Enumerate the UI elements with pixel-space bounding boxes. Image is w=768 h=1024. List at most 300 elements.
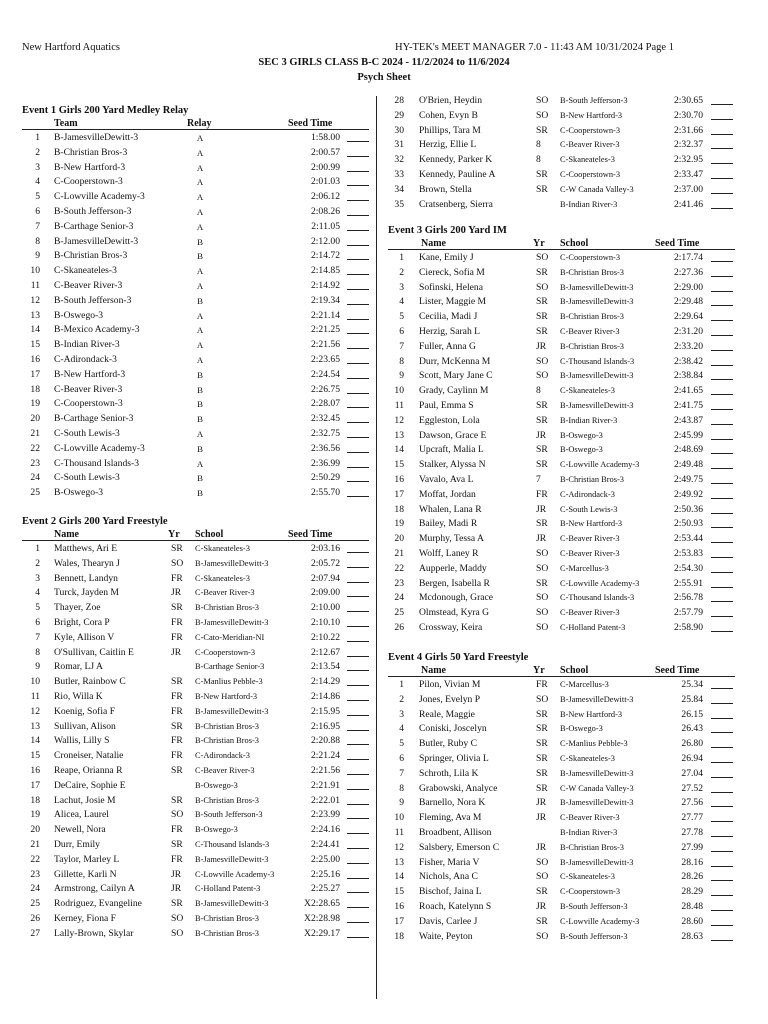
seed-rank: 22 <box>394 562 404 574</box>
seed-rank: 12 <box>30 705 40 717</box>
swimmer-year: JR <box>536 797 547 809</box>
swimmer-name: Jones, Evelyn P <box>419 693 481 705</box>
team-name: B-South Jefferson-3 <box>54 294 132 306</box>
seed-time: 2:29.48 <box>673 296 703 308</box>
school-name: C-Lowville Academy-3 <box>560 916 640 926</box>
event-4-section <box>388 651 735 944</box>
swimmer-year: SO <box>536 592 549 604</box>
swimmer-entry-row <box>388 782 735 797</box>
seed-rank: 11 <box>394 826 404 838</box>
swimmer-entry-row <box>388 856 735 871</box>
swimmer-name: Dawson, Grace E <box>419 429 487 441</box>
seed-rank: 9 <box>399 797 404 809</box>
team-name: C-Cooperstown-3 <box>54 176 123 188</box>
relay-letter: A <box>196 133 204 143</box>
relay-entry-row <box>22 368 369 383</box>
school-name: B-South Jefferson-3 <box>560 901 628 911</box>
swimmer-entry-row <box>22 616 369 631</box>
seed-time-header: Seed Time <box>655 665 700 676</box>
sheet-type: Psych Sheet <box>357 72 411 83</box>
relay-entry-row <box>22 264 369 279</box>
seed-time: 2:36.99 <box>310 457 340 469</box>
team-name: C-Adirondack-3 <box>54 353 117 365</box>
swimmer-name: Grady, Caylinn M <box>419 385 489 397</box>
seed-time: 2:49.92 <box>673 488 703 500</box>
swimmer-entry-row <box>388 325 735 340</box>
seed-rank: 10 <box>394 385 404 397</box>
seed-time: 2:14.86 <box>310 690 340 702</box>
school-name: C-Adirondack-3 <box>560 489 615 499</box>
seed-rank: 3 <box>399 708 404 720</box>
swimmer-year: SR <box>536 414 548 426</box>
seed-time: 2:23.65 <box>310 353 340 365</box>
seed-time: 28.60 <box>681 915 703 927</box>
swimmer-entry-row <box>388 870 735 885</box>
swimmer-name: Kerney, Fiona F <box>54 912 116 924</box>
result-blank-line <box>347 691 369 701</box>
seed-rank: 29 <box>394 109 404 121</box>
relay-entry-row <box>22 397 369 412</box>
seed-time: 2:17.74 <box>673 252 703 263</box>
seed-time: 2:49.48 <box>673 459 703 471</box>
school-name: B-JamesvilleDewitt-3 <box>560 798 634 808</box>
swimmer-name: Wolff, Laney R <box>419 547 479 559</box>
result-blank-line <box>347 647 369 657</box>
swimmer-entry-row <box>388 138 735 153</box>
school-name: B-Christian Bros-3 <box>195 736 259 746</box>
seed-time: 26.94 <box>681 752 703 764</box>
school-name: C-Beaver River-3 <box>560 813 620 823</box>
swimmer-name: Sofinski, Helena <box>419 281 483 293</box>
result-blank-line <box>711 842 733 852</box>
result-blank-line <box>711 459 733 469</box>
seed-rank: 21 <box>394 547 404 559</box>
team-name: B-New Hartford-3 <box>54 161 126 173</box>
seed-rank: 18 <box>30 383 40 395</box>
school-name: C-Manlius Pebble-3 <box>195 677 263 687</box>
swimmer-name: Barnello, Nora K <box>419 797 486 809</box>
seed-rank: 34 <box>394 183 404 195</box>
seed-time: 2:32.37 <box>673 139 703 151</box>
swimmer-name: Durr, McKenna M <box>419 355 491 367</box>
seed-rank: 16 <box>30 353 40 365</box>
seed-rank: 6 <box>35 205 40 217</box>
swimmer-entry-row <box>388 811 735 826</box>
team-name: C-South Lewis-3 <box>54 427 120 439</box>
swimmer-year: SO <box>536 621 549 633</box>
seed-rank: 16 <box>394 900 404 912</box>
result-blank-line <box>711 622 733 632</box>
swimmer-name: Reape, Orianna R <box>54 764 123 776</box>
swimmer-name: DeCaire, Sophie E <box>54 779 126 791</box>
seed-rank: 13 <box>394 429 404 441</box>
result-blank-line <box>347 898 369 908</box>
swimmer-name: Crossway, Keira <box>419 621 483 633</box>
seed-rank: 13 <box>30 720 40 732</box>
seed-time: 2:14.85 <box>310 265 340 277</box>
seed-time: 26.15 <box>681 708 703 720</box>
school-name: C-W Canada Valley-3 <box>560 783 634 793</box>
event-header-row <box>22 118 369 130</box>
seed-rank: 24 <box>394 592 404 604</box>
seed-rank: 3 <box>399 281 404 293</box>
school-name: C-Thousand Islands-3 <box>560 593 635 603</box>
seed-time: 2:08.26 <box>310 205 340 217</box>
result-blank-line <box>711 548 733 558</box>
swimmer-name: Kennedy, Pauline A <box>419 168 496 180</box>
seed-rank: 1 <box>399 252 404 263</box>
school-name: C-Holland Patent-3 <box>560 622 626 632</box>
seed-time: 28.26 <box>681 871 703 883</box>
swimmer-year: SO <box>536 930 549 942</box>
seed-rank: 16 <box>30 764 40 776</box>
seed-time: 2:41.75 <box>673 399 703 411</box>
seed-rank: 24 <box>30 472 40 484</box>
swimmer-name: Murphy, Tessa A <box>419 533 484 545</box>
swimmer-year: SR <box>536 296 548 308</box>
school-name: B-JamesvilleDewitt-3 <box>560 857 634 867</box>
result-blank-line <box>711 592 733 602</box>
swimmer-name: Herzig, Sarah L <box>419 325 481 337</box>
seed-time: 2:21.56 <box>310 339 340 351</box>
swimmer-year: 8 <box>536 154 541 166</box>
swimmer-name: Kennedy, Parker K <box>419 154 493 166</box>
school-name: C-Cooperstown-3 <box>560 253 621 262</box>
result-blank-line <box>711 916 733 926</box>
swimmer-year: SO <box>171 557 184 569</box>
swimmer-year: JR <box>536 429 547 441</box>
result-blank-line <box>347 661 369 671</box>
result-blank-line <box>711 753 733 763</box>
seed-rank: 20 <box>394 533 404 545</box>
school-name: C-Skaneateles-3 <box>560 386 615 396</box>
relay-entry-row <box>22 457 369 472</box>
name-header: Name <box>421 665 446 676</box>
result-blank-line <box>347 265 369 275</box>
seed-rank: 12 <box>30 294 40 306</box>
team-name: B-Christian Bros-3 <box>54 146 128 158</box>
entry-list <box>388 94 735 212</box>
swimmer-name: Butler, Ruby C <box>419 738 477 750</box>
school-name: C-Thousand Islands-3 <box>560 356 635 366</box>
swimmer-year: FR <box>171 631 183 643</box>
relay-letter: B <box>197 488 203 499</box>
seed-rank: 26 <box>394 621 404 633</box>
swimmer-entry-row <box>388 503 735 518</box>
school-name: C-Beaver River-3 <box>560 326 620 336</box>
school-name: B-JamesvilleDewitt-3 <box>560 400 634 410</box>
relay-letter: A <box>196 221 204 232</box>
school-name: B-JamesvilleDewitt-3 <box>560 768 634 778</box>
school-name: B-Christian Bros-3 <box>560 474 624 484</box>
relay-entry-row <box>22 205 369 220</box>
event-title: Event 4 Girls 50 Yard Freestyle <box>388 652 529 663</box>
swimmer-entry-row <box>388 547 735 562</box>
result-blank-line <box>347 750 369 760</box>
team-name: B-New Hartford-3 <box>54 368 126 380</box>
team-name: C-Lowville Academy-3 <box>54 442 145 454</box>
result-blank-line <box>347 428 369 438</box>
seed-time: 2:20.88 <box>310 735 340 747</box>
swimmer-entry-row <box>388 340 735 355</box>
swimmer-entry-row <box>388 606 735 621</box>
seed-time: 2:50.29 <box>310 472 340 484</box>
team-name: B-JamesvilleDewitt-3 <box>54 235 139 247</box>
seed-rank: 7 <box>399 767 404 779</box>
relay-letter: A <box>196 177 204 188</box>
seed-rank: 10 <box>30 676 40 688</box>
seed-time: 27.04 <box>681 767 703 779</box>
swimmer-name: Armstrong, Cailyn A <box>54 883 135 895</box>
result-blank-line <box>347 147 369 157</box>
seed-time: 27.99 <box>681 841 703 853</box>
seed-time: 2:25.00 <box>310 853 340 865</box>
seed-rank: 3 <box>35 572 40 584</box>
relay-entry-row <box>22 442 369 457</box>
result-blank-line <box>711 931 733 941</box>
seed-time: 2:31.66 <box>673 124 703 136</box>
swimmer-entry-row <box>388 562 735 577</box>
school-header: School <box>195 529 224 540</box>
relay-letter: B <box>197 384 203 395</box>
swimmer-entry-row <box>22 868 369 883</box>
school-name: C-Cooperstown-3 <box>560 887 621 897</box>
result-blank-line <box>711 415 733 425</box>
swimmer-entry-row <box>388 414 735 429</box>
swimmer-year: 8 <box>536 139 541 151</box>
seed-rank: 30 <box>394 124 404 136</box>
result-blank-line <box>711 444 733 454</box>
swimmer-year: JR <box>536 340 547 352</box>
result-blank-line <box>347 721 369 731</box>
relay-letter: B <box>197 473 203 484</box>
seed-time: 27.77 <box>681 812 703 824</box>
swimmer-entry-row <box>388 153 735 168</box>
school-name: C-Beaver River-3 <box>560 548 620 558</box>
swimmer-entry-row <box>22 675 369 690</box>
seed-rank: 11 <box>30 690 40 702</box>
event-header-row <box>388 238 735 250</box>
swimmer-name: Matthews, Ari E <box>54 543 118 554</box>
seed-time: 2:28.07 <box>310 398 340 410</box>
relay-entry-row <box>22 471 369 486</box>
seed-time: 2:31.20 <box>673 325 703 337</box>
swimmer-name: Davis, Carlee J <box>419 915 478 927</box>
seed-rank: 22 <box>30 442 40 454</box>
swimmer-name: Upcraft, Malia L <box>419 444 484 456</box>
school-name: B-JamesvilleDewitt-3 <box>560 694 634 704</box>
swimmer-name: Reale, Maggie <box>419 708 475 720</box>
seed-rank: 23 <box>394 577 404 589</box>
school-name: B-South Jefferson-3 <box>195 810 263 820</box>
seed-time: 2:30.70 <box>673 109 703 121</box>
result-blank-line <box>711 341 733 351</box>
seed-time: 2:07.94 <box>310 572 340 584</box>
swimmer-year: SR <box>536 518 548 530</box>
seed-rank: 18 <box>394 503 404 515</box>
relay-letter: A <box>196 458 204 469</box>
seed-time: 2:14.92 <box>310 279 340 291</box>
swimmer-name: Romar, LJ A <box>54 661 103 673</box>
result-blank-line <box>347 280 369 290</box>
result-blank-line <box>347 558 369 568</box>
swimmer-year: SR <box>171 838 183 850</box>
swimmer-entry-row <box>388 168 735 183</box>
swimmer-name: Newell, Nora <box>54 824 106 836</box>
seed-time: 2:21.14 <box>310 309 340 321</box>
relay-letter: A <box>196 340 204 351</box>
seed-rank: 2 <box>399 266 404 278</box>
swimmer-year: JR <box>536 812 547 824</box>
relay-entry-row <box>22 309 369 324</box>
result-blank-line <box>347 573 369 583</box>
swimmer-year: FR <box>171 572 183 584</box>
result-blank-line <box>347 132 369 142</box>
seed-time: 2:54.30 <box>673 562 703 574</box>
seed-rank: 26 <box>30 912 40 924</box>
seed-rank: 12 <box>394 414 404 426</box>
swimmer-year: JR <box>536 841 547 853</box>
swimmer-name: Schroth, Lila K <box>419 767 479 779</box>
result-blank-line <box>711 709 733 719</box>
swimmer-entry-row <box>22 690 369 705</box>
meet-title: SEC 3 GIRLS CLASS B-C 2024 - 11/2/2024 to 11/6/2024 <box>258 57 510 68</box>
swimmer-entry-row <box>388 841 735 856</box>
swimmer-year: SO <box>536 871 549 883</box>
seed-rank: 14 <box>30 324 40 336</box>
result-blank-line <box>711 400 733 410</box>
swimmer-name: Thayer, Zoe <box>54 602 101 614</box>
team-name: B-Carthage Senior-3 <box>54 220 134 232</box>
swimmer-name: Pilon, Vivian M <box>419 679 481 690</box>
seed-time: 2:45.99 <box>673 429 703 441</box>
relay-letter: A <box>196 206 204 217</box>
relay-letter: A <box>196 354 204 365</box>
relay-entry-row <box>22 279 369 294</box>
result-blank-line <box>347 310 369 320</box>
swimmer-year: JR <box>171 868 182 880</box>
swimmer-year: SO <box>171 927 184 939</box>
relay-letter: B <box>197 236 203 247</box>
seed-rank: 18 <box>30 794 40 806</box>
result-blank-line <box>711 252 733 262</box>
event-2-section <box>22 515 369 942</box>
result-blank-line <box>711 563 733 573</box>
swimmer-name: Wallis, Lilly S <box>54 735 110 747</box>
swimmer-entry-row <box>22 542 369 557</box>
seed-rank: 11 <box>394 399 404 411</box>
result-blank-line <box>347 295 369 305</box>
school-name: B-New Hartford-3 <box>195 691 258 701</box>
result-blank-line <box>711 267 733 277</box>
team-name: C-Cooperstown-3 <box>54 398 123 410</box>
result-blank-line <box>347 236 369 246</box>
seed-time: 2:32.95 <box>673 154 703 166</box>
swimmer-entry-row <box>22 764 369 779</box>
seed-rank: 10 <box>394 812 404 824</box>
seed-time: 2:41.46 <box>673 198 703 210</box>
relay-letter: A <box>196 325 204 336</box>
seed-time: 2:58.90 <box>673 621 703 633</box>
swimmer-entry-row <box>22 631 369 646</box>
swimmer-entry-row <box>22 720 369 735</box>
name-header: Name <box>54 529 79 540</box>
swimmer-name: Salsbery, Emerson C <box>419 841 500 853</box>
swimmer-name: Ciereck, Sofia M <box>419 266 485 278</box>
seed-rank: 5 <box>399 738 404 750</box>
seed-time: 2:48.69 <box>673 444 703 456</box>
school-name: B-Oswego-3 <box>560 445 603 455</box>
seed-time: 2:21.24 <box>310 750 340 762</box>
swimmer-year: SR <box>536 311 548 323</box>
school-name: B-Christian Bros-3 <box>560 267 624 277</box>
result-blank-line <box>347 809 369 819</box>
seed-rank: 1 <box>35 132 40 143</box>
seed-time: 2:11.05 <box>311 220 340 232</box>
swimmer-entry-row <box>388 693 735 708</box>
team-name: B-Oswego-3 <box>54 309 104 321</box>
swimmer-year: SR <box>536 459 548 471</box>
swimmer-name: Kyle, Allison V <box>54 631 115 643</box>
result-blank-line <box>347 780 369 790</box>
result-blank-line <box>711 723 733 733</box>
result-blank-line <box>711 533 733 543</box>
seed-time: 2:49.75 <box>673 473 703 485</box>
seed-time: 2:53.83 <box>673 547 703 559</box>
relay-letter: A <box>196 280 204 291</box>
swimmer-entry-row <box>388 94 735 109</box>
school-name: B-JamesvilleDewitt-3 <box>195 854 269 864</box>
result-blank-line <box>711 783 733 793</box>
team-name: C-South Lewis-3 <box>54 472 120 484</box>
seed-time: 28.16 <box>681 856 703 868</box>
result-blank-line <box>347 928 369 938</box>
swimmer-name: Bennett, Landyn <box>54 572 118 584</box>
swimmer-name: Lachut, Josie M <box>54 794 116 806</box>
seed-rank: 33 <box>394 168 404 180</box>
swimmer-year: SR <box>536 577 548 589</box>
swimmer-entry-row <box>22 779 369 794</box>
seed-rank: 8 <box>399 782 404 794</box>
result-blank-line <box>711 901 733 911</box>
school-name: B-Oswego-3 <box>560 724 603 734</box>
swimmer-name: Rodriguez, Evangeline <box>54 898 142 910</box>
swimmer-name: Grabowski, Analyce <box>419 782 498 794</box>
seed-rank: 19 <box>30 809 40 821</box>
seed-rank: 11 <box>30 279 40 291</box>
seed-rank: 7 <box>399 340 404 352</box>
swimmer-name: O'Brien, Heydin <box>419 95 483 106</box>
seed-time: 1:58.00 <box>310 132 340 143</box>
event-header-row <box>388 665 735 677</box>
school-name: B-JamesvilleDewitt-3 <box>195 617 269 627</box>
relay-entry-row <box>22 190 369 205</box>
seed-rank: 17 <box>30 779 40 791</box>
seed-time: 2:33.20 <box>673 340 703 352</box>
seed-rank: 2 <box>35 557 40 569</box>
seed-time: 28.29 <box>681 886 703 898</box>
school-name: B-JamesvilleDewitt-3 <box>560 297 634 307</box>
result-blank-line <box>711 139 733 149</box>
relay-letter: B <box>197 251 203 262</box>
seed-time: 2:01.03 <box>310 176 340 188</box>
school-name: B-Oswego-3 <box>195 825 238 835</box>
seed-rank: 19 <box>30 398 40 410</box>
school-name: B-JamesvilleDewitt-3 <box>560 371 634 381</box>
school-name: B-Indian River-3 <box>560 199 618 209</box>
swimmer-name: Lally-Brown, Skylar <box>54 927 134 939</box>
swimmer-entry-row <box>388 310 735 325</box>
